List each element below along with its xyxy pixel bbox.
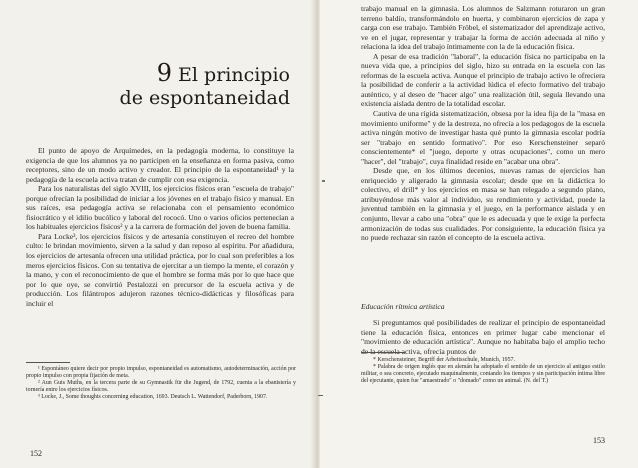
body-paragraph: Para los naturalistas del siglo XVIII, los ejercicios físicos eran "escuela de trabajo" porque ofrecían la posibilidad de iniciar a los jóvenes en el trabajo físico y manual. En sus raíces, esa pedagogía activa se relacionaba con el pensamiento económico fisiocrático y el idilio bucólico y laboral del rococó. Uno o varios oficios pertenecían a los habituales ejercicios físicos² y a la carrera de formación del joven de buena familia. <box>26 184 294 232</box>
footnote-divider <box>361 352 405 353</box>
body-paragraph: A pesar de esa tradición "laboral", la educación física no participaba en la nueva vida que, a principios del siglo, hizo su entrada en la escuela con las reformas de la escuela activa. Aunque el principio de trabajo activo le ofreciera la posibilidad de conferir a la actividad lúdica el efecto formativo del trabajo auténtico, y al deseo de "hacer algo" una realización útil, seguía llevando una existencia aislada dentro de la totalidad escolar. <box>361 51 605 109</box>
page-number-left: 152 <box>30 449 42 458</box>
chapter-number: 9 <box>156 59 172 87</box>
footnote: ³ Locke, J., Some thoughts concerning education, 1693. Deutsch L. Wattendorf, Paderborn, 1907. <box>38 394 268 401</box>
margin-mark <box>322 180 325 182</box>
page-number-right: 153 <box>593 436 605 445</box>
left-body-text <box>26 146 294 308</box>
body-paragraph: Desde que, en los últimos decenios, nuevas ramas de ejercicios han enriquecido y aligerado la gimnasia escolar; desde que en la didáctica lo colectivo, el drill* y los ejercicios en masa se han relegado a segundo plano, atribuyéndose más valor al individuo, su rendimiento y actividad, puede la juventud también en la gimnasia y el juego, en la performance aislada y en conjunto, llevar a cabo una "obra" que le es adecuada y que le exige la perfecta armonización de todas sus cualidades. Por consiguiente, la educación física ya no puede rechazar sin razón el concepto de la escuela activa. <box>361 166 605 243</box>
footnote-divider <box>26 362 70 363</box>
section-heading: Educación rítmica artística <box>361 302 445 311</box>
body-paragraph: El punto de apoyo de Arquímedes, en la pedagogía moderna, lo constituye la exigencia de que los alumnos ya no participen en la enseñanza en forma pasiva, como receptores, sino de un modo activo y creador. El principio de la espontaneidad¹ y la pedagogía de la escuela activa tratan de cumplir con esa exigencia. <box>26 146 294 184</box>
body-paragraph: Si preguntamos qué posibilidades de realizar el principio de espontaneidad tiene la educación física, entonces en primer lugar cabe mencionar el "movimiento de educación artística". Aunque no habitaba bajo el amplio techo de la escuela activa, ofrecía puntos de <box>361 318 605 356</box>
left-footnotes <box>26 366 296 401</box>
body-paragraph: Cautiva de una rígida sistematización, obsesa por la idea fija de la "masa en movimiento uniforme" y de la destreza, no ofrecía a los pedagogos de la escuela activa ningún motivo de investigar hasta qué punto la gimnasia escolar podría ser "trabajo en sentido formativo". Por eso Kerschensteiner separó conscientemente* el "juego, deporte y otras ocupaciones", como un mero "hacer", del "trabajo", cuya finalidad reside en "acabar una obra". <box>361 109 605 166</box>
chapter-title-line2: de espontaneidad <box>119 87 290 109</box>
chapter-title-line1: El principio <box>178 64 290 86</box>
right-section-text <box>361 318 605 356</box>
footnote: ² Aun Guts Muths, en la tercera parte de su Gymnastik für die Jugend, de 1792, cuenta a la ebanistería y tornería entre los ejercicios físicos. <box>26 380 296 394</box>
left-page <box>0 0 316 468</box>
footnote: * Palabra de origen inglés que en alemán ha adoptado el sentido de un ejercicio al antiguo estilo militar, o sea concreto, ejecutado maquinalmente, contando los tiempos y sin participación íntima libre del ejecutante, quien fue "amaestrado" o "domado" como un animal. (N. del T.) <box>361 364 605 385</box>
body-paragraph: Para Locke³, los ejercicios físicos y de artesanía constituyen el recreo del hombre culto: le brindan movimiento, sirven a la salud y dan reposo al espíritu. Por añadidura, los ejercicios de artesanía ofrecen una utilidad práctica, por lo cual son preferibles a los meros ejercicios físicos. Con su tentativa de ejercitar a un tiempo la mente, el corazón y la mano, y con el reconocimiento de que el hombre se forma más por lo que hace que por lo que oye, se convirtió Pestalozzi en precursor de la escuela activa y de producción. Los filántropos adujeron razones técnico-didácticas y filosóficas para incluir el <box>26 231 294 308</box>
margin-mark <box>318 395 323 396</box>
right-footnotes <box>361 357 605 385</box>
body-paragraph: trabajo manual en la gimnasia. Los alumnos de Salzmann roturaron un gran terreno baldío, transformándolo en huerta, y combinaron ejercicios de zapa y carga con ese trabajo. También Fröbel, el sistematizador del aprendizaje activo, ve en el jugar, representar y trabajar la forma de acción adecuada al niño y relaciona la idea del trabajo íntimamente con la de la educación física. <box>361 4 605 52</box>
footnote: * Kerschensteiner, Begriff der Arbeitsschule, Munich, 1957. <box>373 357 515 363</box>
chapter-title <box>119 59 290 110</box>
right-body-text <box>361 4 605 243</box>
footnote: ¹ Espontáneo quiere decir por propio impulso, espontaneidad es automatismo, autodeterminación, acción por propio impulso con propia fijación de meta. <box>26 366 296 380</box>
